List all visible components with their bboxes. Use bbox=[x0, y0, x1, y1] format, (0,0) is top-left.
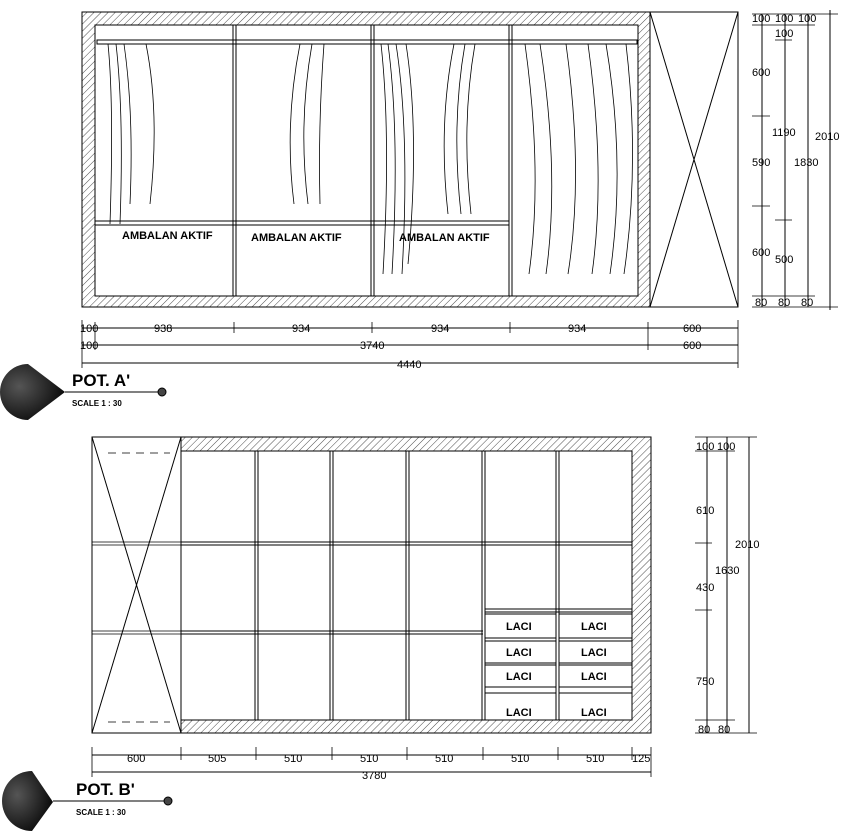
drawing-title: POT. A' bbox=[72, 371, 131, 390]
drawer-label: LACI bbox=[506, 647, 532, 659]
title-marker-a bbox=[0, 364, 166, 420]
shelf-label: AMBALAN AKTIF bbox=[399, 232, 490, 244]
dim: 934 bbox=[292, 323, 311, 335]
dim: 750 bbox=[696, 676, 715, 688]
dim: 510 bbox=[360, 753, 379, 765]
dim-total: 4440 bbox=[397, 359, 422, 371]
dim: 1190 bbox=[772, 127, 796, 139]
drawer-label: LACI bbox=[506, 671, 532, 683]
section-marker-icon bbox=[2, 771, 53, 831]
drawer-label: LACI bbox=[506, 621, 532, 633]
shelf-label: AMBALAN AKTIF bbox=[122, 230, 213, 242]
elevation-b bbox=[92, 437, 760, 777]
dim: 125 bbox=[632, 753, 651, 765]
dim: 100 bbox=[717, 441, 736, 453]
dim: 505 bbox=[208, 753, 227, 765]
dim: 1630 bbox=[715, 565, 740, 577]
dim: 80 bbox=[718, 724, 731, 736]
dim: 600 bbox=[752, 247, 771, 259]
dim: 430 bbox=[696, 582, 715, 594]
dim: 590 bbox=[752, 157, 771, 169]
dim: 100 bbox=[80, 323, 99, 335]
dim: 100 bbox=[752, 13, 771, 25]
dim-total: 3780 bbox=[362, 770, 387, 782]
drawer-label: LACI bbox=[581, 621, 607, 633]
dim: 100 bbox=[80, 340, 99, 352]
dim: 80 bbox=[778, 297, 791, 309]
dim: 600 bbox=[683, 323, 702, 335]
dim-total: 2010 bbox=[735, 539, 760, 551]
dim: 510 bbox=[511, 753, 530, 765]
section-marker-icon bbox=[0, 364, 65, 420]
dim: 1830 bbox=[794, 157, 819, 169]
dim: 510 bbox=[435, 753, 454, 765]
title-marker-b bbox=[2, 771, 172, 831]
dim: 934 bbox=[568, 323, 587, 335]
dim: 80 bbox=[755, 297, 768, 309]
drawer-label: LACI bbox=[581, 707, 607, 719]
dim: 500 bbox=[775, 254, 794, 266]
dim: 100 bbox=[775, 28, 794, 40]
dim: 510 bbox=[284, 753, 303, 765]
drawing-title: POT. B' bbox=[76, 780, 135, 799]
drawing-scale: SCALE 1 : 30 bbox=[76, 808, 126, 817]
dim: 610 bbox=[696, 505, 715, 517]
elevation-a bbox=[82, 10, 838, 368]
dim: 934 bbox=[431, 323, 450, 335]
dim: 100 bbox=[775, 13, 794, 25]
dim: 80 bbox=[801, 297, 814, 309]
dim: 600 bbox=[752, 67, 771, 79]
dim: 3740 bbox=[360, 340, 385, 352]
drawing-scale: SCALE 1 : 30 bbox=[72, 399, 122, 408]
dim: 938 bbox=[154, 323, 173, 335]
dim: 100 bbox=[696, 441, 715, 453]
drawer-label: LACI bbox=[506, 707, 532, 719]
drawer-label: LACI bbox=[581, 647, 607, 659]
dim: 100 bbox=[798, 13, 817, 25]
dim: 80 bbox=[698, 724, 711, 736]
dim-total: 2010 bbox=[815, 131, 840, 143]
drawer-label: LACI bbox=[581, 671, 607, 683]
dim: 510 bbox=[586, 753, 605, 765]
shelf-label: AMBALAN AKTIF bbox=[251, 232, 342, 244]
dim: 600 bbox=[127, 753, 146, 765]
dim: 600 bbox=[683, 340, 702, 352]
